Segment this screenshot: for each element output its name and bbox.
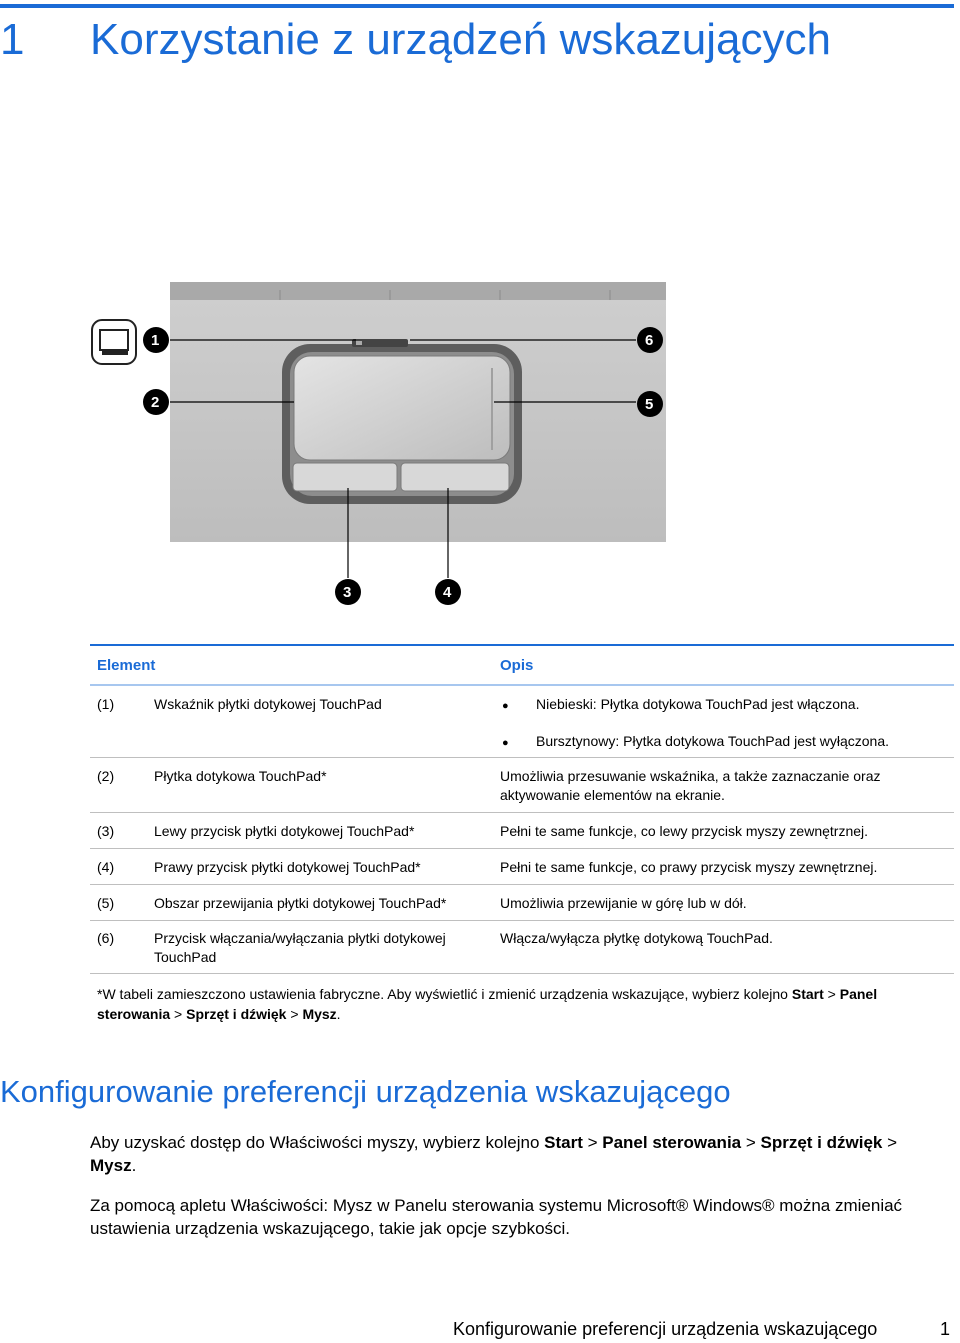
bullet-icon: ● bbox=[502, 700, 509, 712]
table-row-description: Włącza/wyłącza płytkę dotykową TouchPad. bbox=[500, 930, 773, 946]
table-row-element: Płytka dotykowa TouchPad* bbox=[154, 768, 327, 784]
callout-1 bbox=[143, 327, 169, 353]
svg-text:4: 4 bbox=[443, 584, 452, 601]
table-row-description: Pełni te same funkcje, co prawy przycisk myszy zewnętrznej. bbox=[500, 859, 878, 875]
callout-4 bbox=[435, 579, 461, 605]
header-rule bbox=[0, 4, 954, 8]
bullet-icon: ● bbox=[502, 737, 509, 749]
table-header-element: Element bbox=[97, 657, 156, 674]
paragraph-mouse-properties: Aby uzyskać dostęp do Właściwości myszy, wybierz kolejno Start > Panel sterowania > Sprzęt i dźwięk > Mysz. bbox=[90, 1133, 898, 1175]
footer-title: Konfigurowanie preferencji urządzenia wskazującego bbox=[453, 1319, 878, 1339]
table-header-description: Opis bbox=[500, 657, 534, 674]
table-footnote: *W tabeli zamieszczono ustawienia fabryczne. Aby wyświetlić i zmienić urządzenia wskazujące, wybierz kolejno Start > Panel sterowania > Sprzęt i dźwięk > Mysz. bbox=[97, 986, 878, 1022]
row-divider bbox=[90, 848, 954, 849]
table-row-num: (1) bbox=[97, 696, 115, 712]
table-row-description: Umożliwia przesuwanie wskaźnika, a także zaznaczanie oraz aktywowanie elementów na ekranie. bbox=[500, 768, 881, 803]
callout-5 bbox=[637, 391, 663, 417]
svg-text:2: 2 bbox=[151, 394, 160, 411]
table-row-element: Przycisk włączania/wyłączania płytki dotykowej TouchPad bbox=[154, 930, 446, 965]
table-row-element: Prawy przycisk płytki dotykowej TouchPad* bbox=[154, 859, 421, 875]
svg-text:6: 6 bbox=[645, 332, 654, 349]
callout-6 bbox=[637, 327, 663, 353]
table-row-element: Obszar przewijania płytki dotykowej TouchPad* bbox=[154, 895, 447, 911]
chapter-title: Korzystanie z urządzeń wskazujących bbox=[90, 15, 831, 64]
table-row-description: Pełni te same funkcje, co lewy przycisk myszy zewnętrznej. bbox=[500, 823, 869, 839]
table-row-bullet: Niebieski: Płytka dotykowa TouchPad jest włączona. bbox=[536, 696, 860, 712]
table-row-bullet: Bursztynowy: Płytka dotykowa TouchPad jest wyłączona. bbox=[536, 733, 890, 749]
row-divider bbox=[90, 973, 954, 974]
section-title: Konfigurowanie preferencji urządzenia wskazującego bbox=[0, 1074, 731, 1109]
table-row-num: (2) bbox=[97, 768, 115, 784]
svg-text:5: 5 bbox=[645, 396, 654, 413]
table-row-num: (6) bbox=[97, 930, 115, 946]
row-divider bbox=[90, 884, 954, 885]
table-row-element: Lewy przycisk płytki dotykowej TouchPad* bbox=[154, 823, 415, 839]
table-top-rule bbox=[90, 644, 954, 646]
table-row-element: Wskaźnik płytki dotykowej TouchPad bbox=[154, 696, 382, 712]
row-divider bbox=[90, 757, 954, 758]
svg-text:3: 3 bbox=[343, 584, 352, 601]
chapter-number: 1 bbox=[0, 15, 25, 64]
table-row-num: (4) bbox=[97, 859, 115, 875]
callout-3 bbox=[335, 579, 361, 605]
table-row-description: Umożliwia przewijanie w górę lub w dół. bbox=[500, 895, 747, 911]
touchpad-illustration bbox=[80, 282, 680, 612]
paragraph-applet: Za pomocą apletu Właściwości: Mysz w Panelu sterowania systemu Microsoft® Windows® można zmieniać ustawienia urządzenia wskazującego, takie jak opcje szybkości. bbox=[90, 1196, 903, 1238]
page-number: 1 bbox=[940, 1319, 951, 1339]
row-divider bbox=[90, 812, 954, 813]
table-row-num: (5) bbox=[97, 895, 115, 911]
callout-2 bbox=[143, 389, 169, 415]
row-divider bbox=[90, 920, 954, 921]
table-header-rule bbox=[90, 684, 954, 686]
table-row-num: (3) bbox=[97, 823, 115, 839]
svg-text:1: 1 bbox=[151, 332, 160, 349]
